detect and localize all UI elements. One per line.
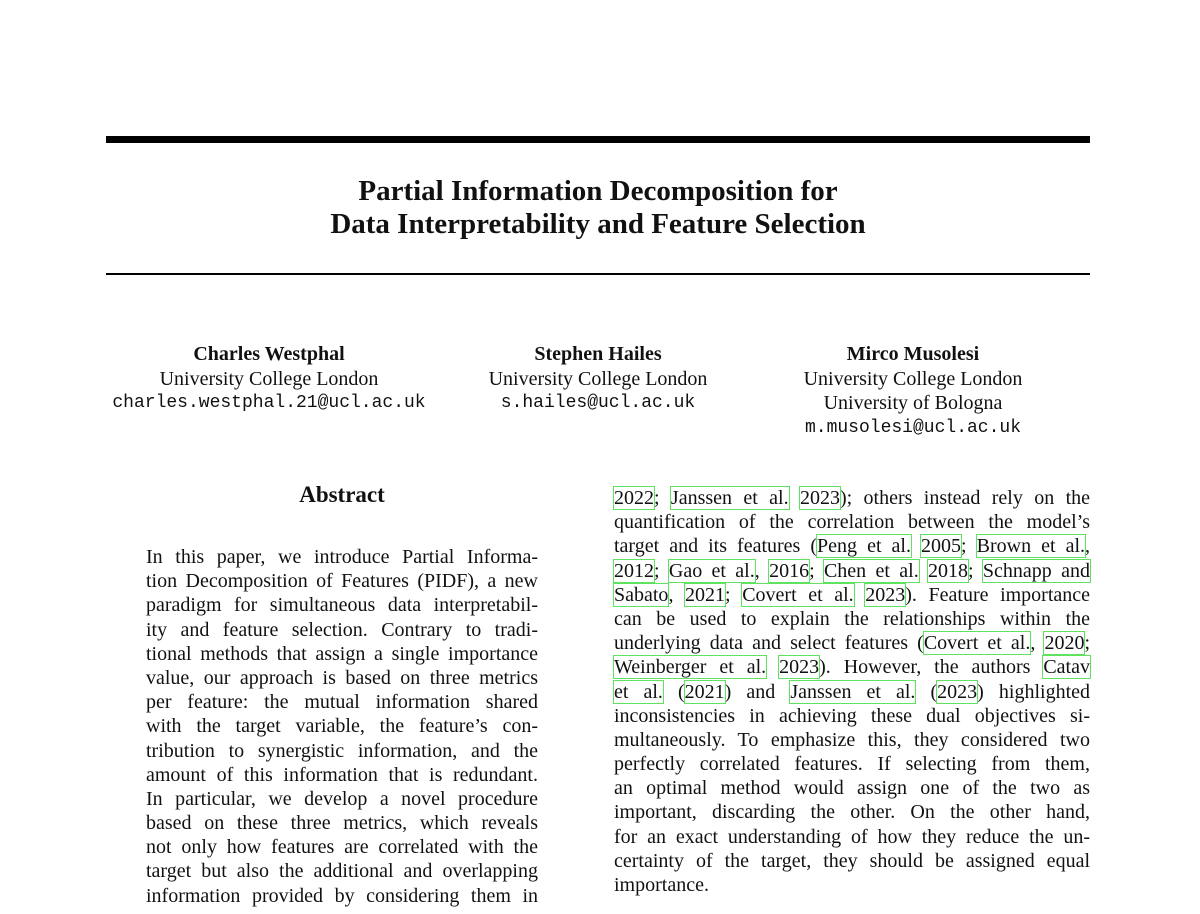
- text-span: ) and: [724, 680, 791, 703]
- paper-title: [106, 175, 1090, 241]
- author-email[interactable]: s.hailes@ucl.ac.uk: [500, 393, 696, 413]
- abstract-line: In this paper, we introduce Partial Informa-: [146, 546, 538, 568]
- text-span: (: [662, 680, 685, 703]
- text-span: ). Feature importance: [905, 583, 1091, 606]
- citation-link[interactable]: 2005: [921, 535, 962, 558]
- text-span: inconsistencies in achieving these dual objectives si-: [614, 704, 1090, 727]
- citation-link[interactable]: 2023: [779, 656, 820, 679]
- text-span: important, discarding the other. On the other hand,: [614, 801, 1090, 824]
- body-line: [614, 510, 1090, 534]
- body-line: [614, 825, 1090, 849]
- abstract-line: amount of this information that is redundant.: [146, 763, 538, 786]
- body-line: [614, 849, 1090, 873]
- body-line: [614, 631, 1090, 655]
- body-line: [614, 873, 1090, 897]
- text-span: ,: [1085, 535, 1091, 558]
- text-span: can be used to explain the relationships within the: [614, 607, 1090, 630]
- text-span: ;: [725, 583, 743, 606]
- citation-link[interactable]: Schnapp and: [982, 559, 1091, 582]
- text-span: ,: [668, 583, 686, 606]
- body-line: [614, 486, 1090, 510]
- body-line: [614, 607, 1090, 631]
- citation-link[interactable]: Covert et al.: [923, 632, 1031, 655]
- text-span: ;: [654, 559, 669, 582]
- text-span: [854, 584, 866, 606]
- citation-link[interactable]: 2023: [937, 680, 978, 703]
- text-span: perfectly correlated features. If selecting from them,: [614, 753, 1090, 776]
- text-span: an optimal method would assign one of the two as: [614, 777, 1090, 800]
- abstract-line: value, our approach is based on three metrics: [146, 666, 538, 689]
- citation-link[interactable]: 2021: [685, 583, 726, 606]
- title-line-1: Partial Information Decomposition for: [358, 175, 838, 207]
- text-span: ) highlighted: [977, 680, 1090, 703]
- text-span: ;: [654, 487, 671, 509]
- author-name: Mirco Musolesi: [846, 343, 980, 365]
- abstract-line: information provided by considering them in: [146, 884, 538, 907]
- text-span: [789, 487, 800, 509]
- text-span: target and its features (: [614, 535, 818, 558]
- text-span: ,: [754, 559, 770, 582]
- citation-link[interactable]: Janssen et al.: [670, 487, 789, 509]
- abstract-line: tion Decomposition of Features (PIDF), a new: [146, 570, 538, 593]
- author-affiliation: University College London: [159, 367, 379, 390]
- body-line: [614, 559, 1090, 583]
- citation-link[interactable]: 2012: [614, 559, 654, 582]
- author-block-westphal: [106, 342, 432, 416]
- body-line: [614, 752, 1090, 776]
- body-line: [614, 776, 1090, 800]
- abstract-line: not only how features are correlated with the: [146, 836, 538, 859]
- citation-link[interactable]: 2023: [799, 487, 840, 509]
- author-affiliation-2: University of Bologna: [823, 392, 1003, 414]
- abstract-line: paradigm for simultaneous data interpretabil-: [146, 594, 538, 617]
- title-bottom-rule: [106, 273, 1090, 275]
- text-span: [911, 535, 921, 557]
- abstract-line: tribution to synergistic information, and the: [146, 739, 538, 762]
- abstract-line: tional methods that assign a single importance: [146, 642, 538, 665]
- citation-link[interactable]: 2022: [614, 487, 654, 509]
- intro-column-text: [614, 486, 1090, 897]
- text-span: ;: [961, 535, 977, 558]
- abstract-line: with the target variable, the feature’s con-: [146, 715, 538, 738]
- abstract-line: ity and feature selection. Contrary to tradi-: [146, 618, 538, 641]
- text-span: ); others instead rely on the: [839, 487, 1091, 509]
- text-span: underlying data and select features (: [614, 632, 924, 655]
- text-span: [919, 560, 928, 582]
- body-line: [614, 583, 1090, 607]
- body-line: [614, 655, 1090, 679]
- text-span: quantification of the correlation between the model’s: [614, 511, 1090, 534]
- citation-link[interactable]: Gao et al.: [668, 559, 755, 582]
- text-span: [766, 656, 779, 678]
- citation-link[interactable]: 2016: [769, 559, 810, 582]
- author-block-hailes: [432, 342, 764, 416]
- author-name: Stephen Hailes: [534, 343, 662, 365]
- citation-link[interactable]: Brown et al.: [976, 535, 1086, 558]
- text-span: for an exact understanding of how they reduce the un-: [614, 825, 1090, 848]
- citation-link[interactable]: 2021: [684, 680, 725, 703]
- citation-link[interactable]: Chen et al.: [823, 559, 919, 582]
- citation-link[interactable]: Janssen et al.: [790, 680, 916, 703]
- abstract-line: In particular, we develop a novel procedure: [146, 787, 538, 810]
- text-span: certainty of the target, they should be assigned equal: [614, 849, 1090, 872]
- abstract-line: per feature: the mutual information shared: [146, 691, 538, 714]
- text-span: ;: [809, 559, 824, 582]
- citation-link[interactable]: Covert et al.: [742, 583, 854, 606]
- author-affiliation: University College London: [488, 367, 708, 390]
- citation-link[interactable]: Catav: [1043, 656, 1090, 679]
- text-span: ). However, the authors: [819, 656, 1044, 679]
- author-email[interactable]: m.musolesi@ucl.ac.uk: [804, 417, 1022, 438]
- citation-link[interactable]: Weinberger et al.: [614, 656, 767, 679]
- text-span: ,: [1030, 632, 1045, 655]
- text-span: ;: [1084, 632, 1090, 655]
- author-name: Charles Westphal: [193, 343, 345, 365]
- citation-link[interactable]: 2023: [865, 583, 906, 606]
- top-thick-rule: [106, 136, 1090, 143]
- citation-link[interactable]: et al.: [614, 680, 663, 703]
- text-span: ;: [968, 559, 983, 582]
- body-line: [614, 680, 1090, 704]
- abstract-line: target but also the additional and overlapping: [146, 860, 538, 883]
- author-email[interactable]: charles.westphal.21@ucl.ac.uk: [112, 393, 426, 413]
- abstract-body: [146, 545, 538, 908]
- citation-link[interactable]: 2018: [928, 559, 969, 582]
- title-line-2: Data Interpretability and Feature Selection: [330, 208, 866, 240]
- author-affiliation: University College London: [803, 367, 1023, 390]
- body-line: [614, 800, 1090, 824]
- text-span: multaneously. To emphasize this, they considered two: [614, 728, 1090, 751]
- author-block-musolesi: [764, 342, 1062, 440]
- citation-link[interactable]: 2020: [1044, 632, 1085, 655]
- citation-link[interactable]: Peng et al.: [817, 535, 911, 558]
- text-span: importance.: [614, 874, 709, 896]
- body-line: [614, 728, 1090, 752]
- body-line: [614, 704, 1090, 728]
- abstract-heading: Abstract: [299, 482, 385, 507]
- body-line: [614, 534, 1090, 558]
- text-span: (: [915, 680, 938, 703]
- citation-link[interactable]: Sabato: [614, 583, 669, 606]
- abstract-line: based on these three metrics, which reveals: [146, 812, 538, 835]
